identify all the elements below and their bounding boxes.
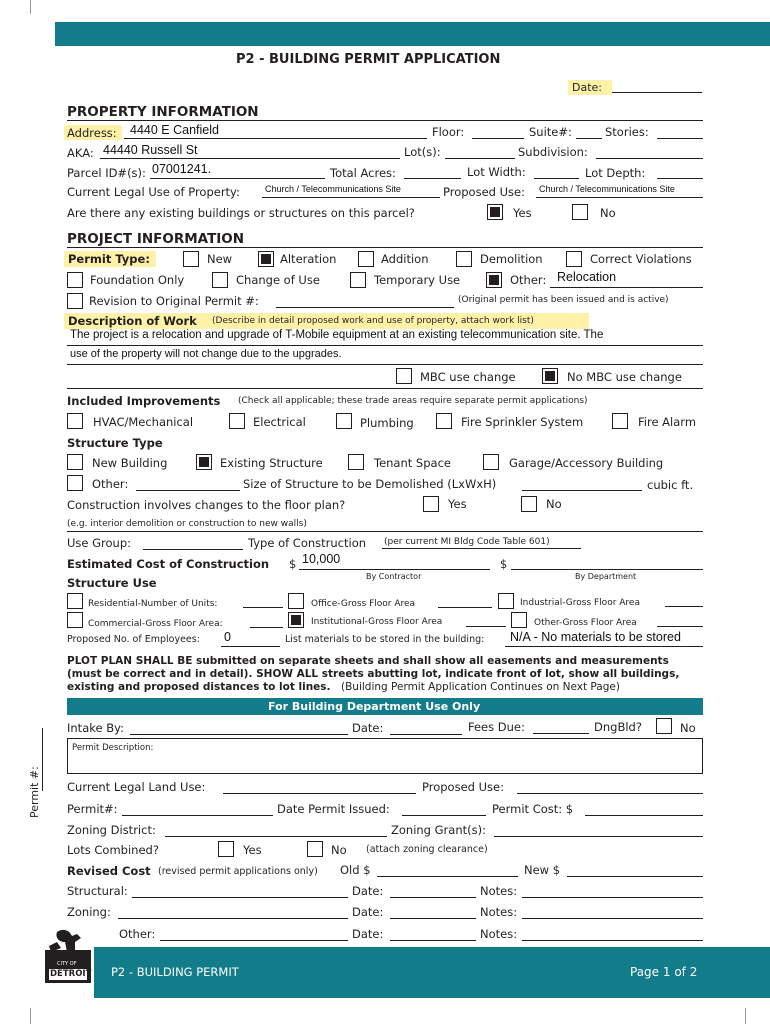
garage-label: Garage/Accessory Building <box>509 456 664 470</box>
permit-description-box[interactable] <box>67 738 703 774</box>
zoning-field[interactable] <box>118 918 348 919</box>
lots-field[interactable] <box>445 158 515 159</box>
commercial-checkbox[interactable] <box>67 612 83 628</box>
other-gfa-field[interactable] <box>657 626 703 627</box>
subdivision-field[interactable] <box>596 158 703 159</box>
intake-label: Intake By: <box>67 721 124 735</box>
floor-plan-no-label: No <box>546 497 562 511</box>
fire-alarm-checkbox[interactable] <box>612 413 628 429</box>
temporary-use-checkbox[interactable] <box>350 272 366 288</box>
plot-plan-note: (Building Permit Application Continues on Next Page) <box>341 681 620 693</box>
employees-label: Proposed No. of Employees: <box>67 634 200 645</box>
addition-label: Addition <box>381 252 429 266</box>
aka-field[interactable] <box>100 158 400 159</box>
type-construction-note: (per current MI Bldg Code Table 601) <box>384 537 550 547</box>
residential-checkbox[interactable] <box>67 593 83 609</box>
new-building-label: New Building <box>92 456 168 470</box>
permit-side-label: Permit #: <box>28 766 41 818</box>
suite-field[interactable] <box>576 138 602 139</box>
industrial-label: Industrial-Gross Floor Area <box>520 598 640 608</box>
fire-alarm-label: Fire Alarm <box>638 415 697 429</box>
institutional-field[interactable] <box>466 626 506 627</box>
change-of-use-checkbox[interactable] <box>212 272 228 288</box>
subdivision-label: Subdivision: <box>518 145 588 159</box>
new-building-checkbox[interactable] <box>67 454 83 470</box>
electrical-label: Electrical <box>253 415 306 429</box>
plumbing-checkbox[interactable] <box>336 413 352 429</box>
structural-field[interactable] <box>132 897 348 898</box>
use-group-label: Use Group: <box>67 536 132 550</box>
zoning-notes-label: Notes: <box>480 905 518 919</box>
permit-side-line <box>42 728 43 791</box>
date-label: Date: <box>572 81 602 94</box>
crop-mark-bottom-left <box>30 1008 31 1024</box>
demolish-size-field[interactable] <box>522 490 642 491</box>
type-construction-label: Type of Construction <box>248 536 367 550</box>
addition-checkbox[interactable] <box>358 251 374 267</box>
lot-width-field[interactable] <box>534 178 579 179</box>
employees-field[interactable] <box>221 646 280 647</box>
commercial-label: Commercial-Gross Floor Area: <box>88 619 223 629</box>
other-date-label: Date: <box>352 927 384 941</box>
type-construction-field[interactable] <box>382 548 581 549</box>
detroit-logo <box>37 928 99 988</box>
hvac-label: HVAC/Mechanical <box>93 415 194 429</box>
intake-field[interactable] <box>130 734 348 735</box>
foundation-only-checkbox[interactable] <box>67 272 83 288</box>
residential-label: Residential-Number of Units: <box>88 599 218 609</box>
structure-type-label: Structure Type <box>67 436 163 450</box>
industrial-field[interactable] <box>665 606 703 607</box>
other-notes-label: Notes: <box>480 927 518 941</box>
revised-cost-label: Revised Cost <box>67 864 151 878</box>
other-gfa-label: Other-Gross Floor Area <box>534 618 637 628</box>
intake-date-field[interactable] <box>390 734 462 735</box>
description-field-2[interactable] <box>67 364 703 365</box>
stories-field[interactable] <box>657 138 703 139</box>
office-checkbox[interactable] <box>288 593 304 609</box>
other-date-field[interactable] <box>390 940 476 941</box>
current-land-use-label: Current Legal Land Use: <box>67 780 206 794</box>
mbc-change-checkbox[interactable] <box>396 368 412 384</box>
other-permit-checkbox[interactable] <box>486 272 502 288</box>
temporary-use-label: Temporary Use <box>374 273 461 287</box>
logo-detroit: DETROIT <box>50 969 92 979</box>
proposed-use-value: Church / Telecommunications Site <box>539 184 675 194</box>
parcel-label: Parcel ID#(s): <box>67 166 146 180</box>
existing-no-checkbox[interactable] <box>572 204 588 220</box>
permit-cost-label: Permit Cost: $ <box>492 802 574 816</box>
floor-plan-rule <box>67 531 703 532</box>
by-department-label: By Department <box>575 572 637 581</box>
foundation-only-label: Foundation Only <box>90 273 185 287</box>
floor-label: Floor: <box>432 125 465 139</box>
floor-field[interactable] <box>472 138 524 139</box>
footer-page-number: Page 1 of 2 <box>630 965 698 979</box>
zoning-district-label: Zoning District: <box>67 823 156 837</box>
other-notes-field[interactable] <box>522 940 703 941</box>
est-cost-value: 10,000 <box>302 552 341 566</box>
industrial-checkbox[interactable] <box>498 593 514 609</box>
structure-use-label: Structure Use <box>67 576 157 590</box>
institutional-checkbox[interactable] <box>288 612 304 628</box>
new-checkbox[interactable] <box>183 251 199 267</box>
existing-yes-label: Yes <box>513 206 532 220</box>
zoning-district-field[interactable] <box>165 836 387 837</box>
aka-value: 44440 Russell St <box>103 143 198 157</box>
plot-plan-line-1: PLOT PLAN SHALL BE submitted on separate sheets and shall show all easements and measurements <box>67 655 669 667</box>
zoning-notes-field[interactable] <box>522 918 703 919</box>
address-field[interactable] <box>124 138 427 139</box>
structural-notes-field[interactable] <box>522 897 703 898</box>
old-cost-label: Old $ <box>340 863 371 877</box>
by-contractor-label: By Contractor <box>366 572 422 581</box>
other-permit-field[interactable] <box>550 287 703 288</box>
new-cost-field[interactable] <box>567 876 703 877</box>
plumbing-label: Plumbing <box>360 416 414 430</box>
new-label: New <box>207 252 233 266</box>
dept-banner-text: For Building Department Use Only <box>268 700 481 713</box>
existing-structures-question: Are there any existing buildings or structures on this parcel? <box>67 206 415 220</box>
lots-label: Lot(s): <box>404 145 441 159</box>
proposed-use-label: Proposed Use: <box>443 185 525 199</box>
tenant-space-checkbox[interactable] <box>348 454 364 470</box>
floor-plan-example: (e.g. interior demolition or construction to new walls) <box>67 519 307 529</box>
current-use-value: Church / Telecommunications Site <box>265 184 401 194</box>
no-mbc-change-label: No MBC use change <box>567 370 682 384</box>
permit-description-label: Permit Description: <box>72 743 154 753</box>
permit-type-label: Permit Type: <box>68 252 150 266</box>
alteration-checkbox[interactable] <box>258 251 274 267</box>
lots-combined-yes-checkbox[interactable] <box>218 841 234 857</box>
structural-label: Structural: <box>67 884 128 898</box>
revision-label: Revision to Original Permit #: <box>89 294 259 308</box>
plot-plan-line-3: existing and proposed distances to lot lines. <box>67 681 331 693</box>
date-issued-field[interactable] <box>402 815 486 816</box>
lot-depth-label: Lot Depth: <box>585 166 646 180</box>
est-cost-dollar-contractor: $ <box>289 557 297 571</box>
project-rule <box>67 247 703 248</box>
electrical-checkbox[interactable] <box>229 413 245 429</box>
correct-violations-label: Correct Violations <box>590 252 692 266</box>
other-gfa-checkbox[interactable] <box>511 612 527 628</box>
floor-plan-question: Construction involves changes to the floor plan? <box>67 498 346 512</box>
lots-combined-label: Lots Combined? <box>67 843 159 857</box>
sprinkler-checkbox[interactable] <box>436 413 452 429</box>
dngbld-checkbox[interactable] <box>656 718 672 734</box>
dept-proposed-use-label: Proposed Use: <box>422 780 504 794</box>
description-line-2: use of the property will not change due to the upgrades. <box>70 348 342 360</box>
other-structure-label: Other: <box>92 477 129 491</box>
plot-plan-line-2: (must be correct and in detail). SHOW ALL streets abutting lot, indicate front of lot, show all buildings, <box>67 668 680 680</box>
crop-mark-top <box>30 0 31 14</box>
zoning-grant-label: Zoning Grant(s): <box>391 823 486 837</box>
hvac-checkbox[interactable] <box>67 413 83 429</box>
demolish-size-label: Size of Structure to be Demolished (LxWxH) <box>243 477 497 491</box>
permit-number-field[interactable] <box>122 815 273 816</box>
floor-plan-yes-checkbox[interactable] <box>423 496 439 512</box>
current-use-label: Current Legal Use of Property: <box>67 185 240 199</box>
description-line-1: The project is a relocation and upgrade of T-Mobile equipment at an existing telecommunication site. The <box>70 329 604 341</box>
existing-structure-label: Existing Structure <box>220 456 323 470</box>
permit-number-label: Permit#: <box>67 802 118 816</box>
zoning-date-label: Date: <box>352 905 384 919</box>
crop-mark-bottom-right <box>745 1008 746 1024</box>
total-acres-label: Total Acres: <box>330 166 396 180</box>
lots-combined-no-checkbox[interactable] <box>307 841 323 857</box>
dngbld-label: DngBld? <box>594 720 642 734</box>
zoning-label: Zoning: <box>67 905 111 919</box>
stories-label: Stories: <box>605 125 649 139</box>
parcel-field[interactable] <box>150 178 325 179</box>
zoning-date-field[interactable] <box>390 918 476 919</box>
materials-field[interactable] <box>505 646 703 647</box>
lots-combined-no-label: No <box>331 843 347 857</box>
garage-checkbox[interactable] <box>483 454 499 470</box>
office-label: Office-Gross Floor Area <box>311 599 416 609</box>
materials-value: N/A - No materials to be stored <box>510 630 681 644</box>
existing-no-label: No <box>600 206 616 220</box>
suite-label: Suite#: <box>529 125 572 139</box>
intake-date-label: Date: <box>352 721 384 735</box>
structural-date-label: Date: <box>352 884 384 898</box>
lot-depth-field[interactable] <box>657 178 703 179</box>
no-mbc-change-checkbox[interactable] <box>542 368 558 384</box>
fees-label: Fees Due: <box>468 720 525 734</box>
description-label: Description of Work <box>68 314 197 328</box>
materials-label: List materials to be stored in the building: <box>285 634 485 645</box>
lot-width-label: Lot Width: <box>467 165 526 179</box>
commercial-field[interactable] <box>250 627 283 628</box>
description-field-1[interactable] <box>67 345 703 346</box>
date-field[interactable] <box>612 92 702 93</box>
fees-field[interactable] <box>533 733 589 734</box>
alteration-label: Alteration <box>280 252 337 266</box>
other-permit-label: Other: <box>510 273 547 287</box>
revision-field[interactable] <box>276 307 454 308</box>
est-cost-label: Estimated Cost of Construction <box>67 557 270 571</box>
address-value: 4440 E Canfield <box>130 123 219 137</box>
description-hint: (Describe in detail proposed work and use of property, attach work list) <box>212 316 534 326</box>
property-heading: PROPERTY INFORMATION <box>67 104 259 120</box>
current-land-use-field[interactable] <box>223 793 416 794</box>
other-field[interactable] <box>160 940 348 941</box>
proposed-use-field[interactable] <box>536 197 703 198</box>
current-use-field[interactable] <box>262 197 440 198</box>
date-issued-label: Date Permit Issued: <box>277 802 390 816</box>
cubic-ft-label: cubic ft. <box>647 478 694 492</box>
other-structure-field[interactable] <box>136 490 240 491</box>
tenant-space-label: Tenant Space <box>374 456 451 470</box>
old-cost-field[interactable] <box>377 876 518 877</box>
dngbld-no-label: No <box>680 721 696 735</box>
other-permit-value: Relocation <box>557 270 617 284</box>
revised-cost-note: (revised permit applications only) <box>158 866 318 877</box>
office-field[interactable] <box>438 607 492 608</box>
sprinkler-label: Fire Sprinkler System <box>461 415 584 429</box>
total-acres-field[interactable] <box>404 178 461 179</box>
demolition-checkbox[interactable] <box>456 251 472 267</box>
mbc-rule <box>67 388 703 389</box>
revision-checkbox[interactable] <box>67 293 83 309</box>
included-improvements-note: (Check all applicable; these trade areas require separate permit applications) <box>238 396 588 406</box>
included-improvements-label: Included Improvements <box>67 394 221 408</box>
zoning-grant-field[interactable] <box>494 836 703 837</box>
revision-note: (Original permit has been issued and is active) <box>458 295 669 305</box>
floor-plan-no-checkbox[interactable] <box>521 496 537 512</box>
page-title: P2 - BUILDING PERMIT APPLICATION <box>236 52 501 67</box>
lots-combined-yes-label: Yes <box>243 843 262 857</box>
dept-proposed-use-field[interactable] <box>517 793 703 794</box>
structural-notes-label: Notes: <box>480 884 518 898</box>
institutional-label: Institutional-Gross Floor Area <box>311 617 443 627</box>
permit-cost-field[interactable] <box>585 815 703 816</box>
new-cost-label: New $ <box>524 863 561 877</box>
other-label: Other: <box>119 927 156 941</box>
property-rule <box>67 120 703 121</box>
structural-date-field[interactable] <box>390 897 476 898</box>
employees-value: 0 <box>224 630 231 644</box>
est-cost-dollar-department: $ <box>500 557 508 571</box>
footer-left-text: P2 - BUILDING PERMIT <box>111 965 239 979</box>
aka-label: AKA: <box>67 146 94 160</box>
other-structure-checkbox[interactable] <box>67 475 83 491</box>
address-label: Address: <box>67 126 117 140</box>
residential-field[interactable] <box>243 607 283 608</box>
mbc-change-label: MBC use change <box>420 370 516 384</box>
attach-zoning-note: (attach zoning clearance) <box>366 844 488 855</box>
demolition-label: Demolition <box>480 252 543 266</box>
change-of-use-label: Change of Use <box>236 273 320 287</box>
logo-city-of: CITY OF <box>57 961 77 967</box>
project-heading: PROJECT INFORMATION <box>67 231 245 247</box>
correct-violations-checkbox[interactable] <box>566 251 582 267</box>
existing-yes-checkbox[interactable] <box>487 204 503 220</box>
existing-structure-checkbox[interactable] <box>196 454 212 470</box>
use-group-field[interactable] <box>143 549 243 550</box>
parcel-value: 07001241. <box>152 162 212 176</box>
floor-plan-yes-label: Yes <box>448 497 467 511</box>
